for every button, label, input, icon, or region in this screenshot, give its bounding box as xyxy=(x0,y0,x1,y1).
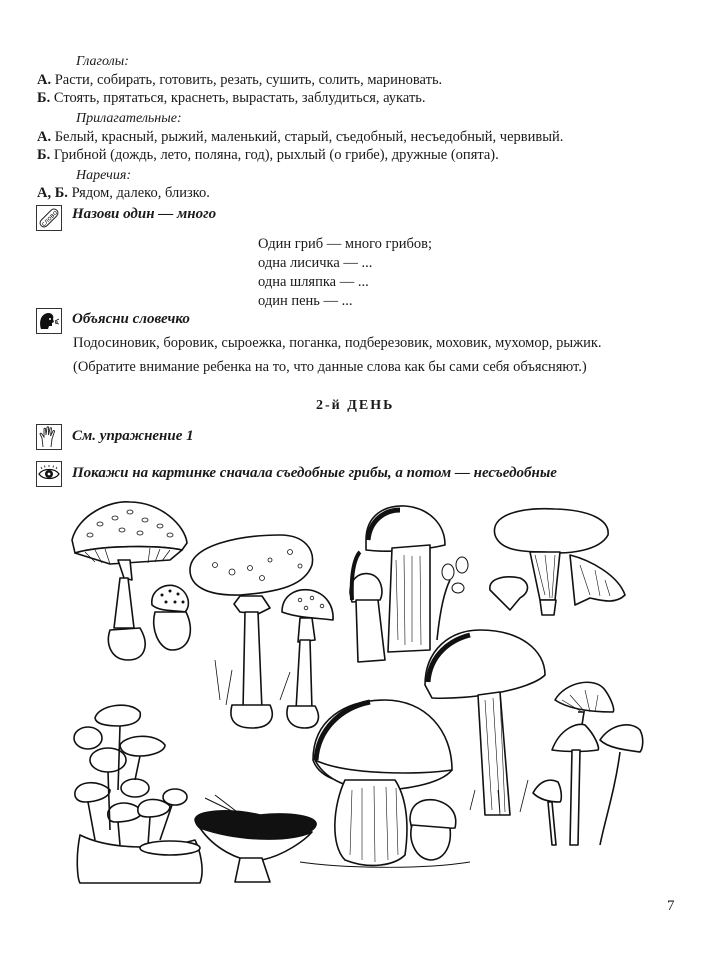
adjectives-heading: Прилагательные: xyxy=(76,111,182,126)
one-many-line: одна лисичка — ... xyxy=(258,255,373,271)
one-many-title: Назови один — много xyxy=(72,206,217,222)
verbs-b-text: Стоять, прятаться, краснеть, вырастать, заблудиться, аукать. xyxy=(53,90,426,106)
orange-cap-bolete-mushroom xyxy=(425,630,545,815)
explain-word-list: Подосиновик, боровик, сыроежка, поганка, подберезовик, моховик, мухомор, рыжик. xyxy=(73,335,602,351)
adverbs-text: Рядом, далеко, близко. xyxy=(71,185,210,201)
milk-cap-mushroom xyxy=(195,795,316,882)
toadstool-mushrooms xyxy=(533,682,643,845)
label-b: Б. xyxy=(37,147,51,163)
porcini-mushroom xyxy=(300,700,470,867)
label-ab: А, Б. xyxy=(37,185,68,201)
death-cap-mushroom xyxy=(190,535,333,728)
one-many-line: одна шляпка — ... xyxy=(258,274,369,290)
svg-text:слово: слово xyxy=(39,208,60,229)
fly-agaric-mushroom xyxy=(72,502,190,660)
one-many-line: Один гриб — много грибов; xyxy=(258,236,432,252)
day-heading: 2-й ДЕНЬ xyxy=(316,398,395,413)
verbs-heading: Глаголы: xyxy=(76,54,129,69)
explain-word-title: Объясни словечко xyxy=(72,311,190,327)
label-b: Б. xyxy=(37,90,51,106)
adjectives-b-text: Грибной (дождь, лето, поляна, год), рыхлый (о грибе), дружные (опята). xyxy=(53,147,499,163)
explain-word-note: (Обратите внимание ребенка на то, что данные слова как бы сами себя объясняют.) xyxy=(73,359,587,375)
label-a: А. xyxy=(37,129,52,145)
exercise-1-title: См. упражнение 1 xyxy=(72,428,194,444)
verbs-a-text: Расти, собирать, готовить, резать, сушить, солить, мариновать. xyxy=(54,72,443,88)
show-picture-title: Покажи на картинке сначала съедобные грибы, а потом — несъедобные xyxy=(72,465,557,481)
page-number: 7 xyxy=(667,898,675,914)
honey-fungi-mushrooms xyxy=(74,705,202,883)
chanterelle-mushrooms xyxy=(490,509,625,615)
adverbs-heading: Наречия: xyxy=(76,168,131,183)
one-many-line: один пень — ... xyxy=(258,293,353,309)
adjectives-a-text: Белый, красный, рыжий, маленький, старый, съедобный, несъедобный, червивый. xyxy=(54,129,564,145)
label-a: А. xyxy=(37,72,52,88)
